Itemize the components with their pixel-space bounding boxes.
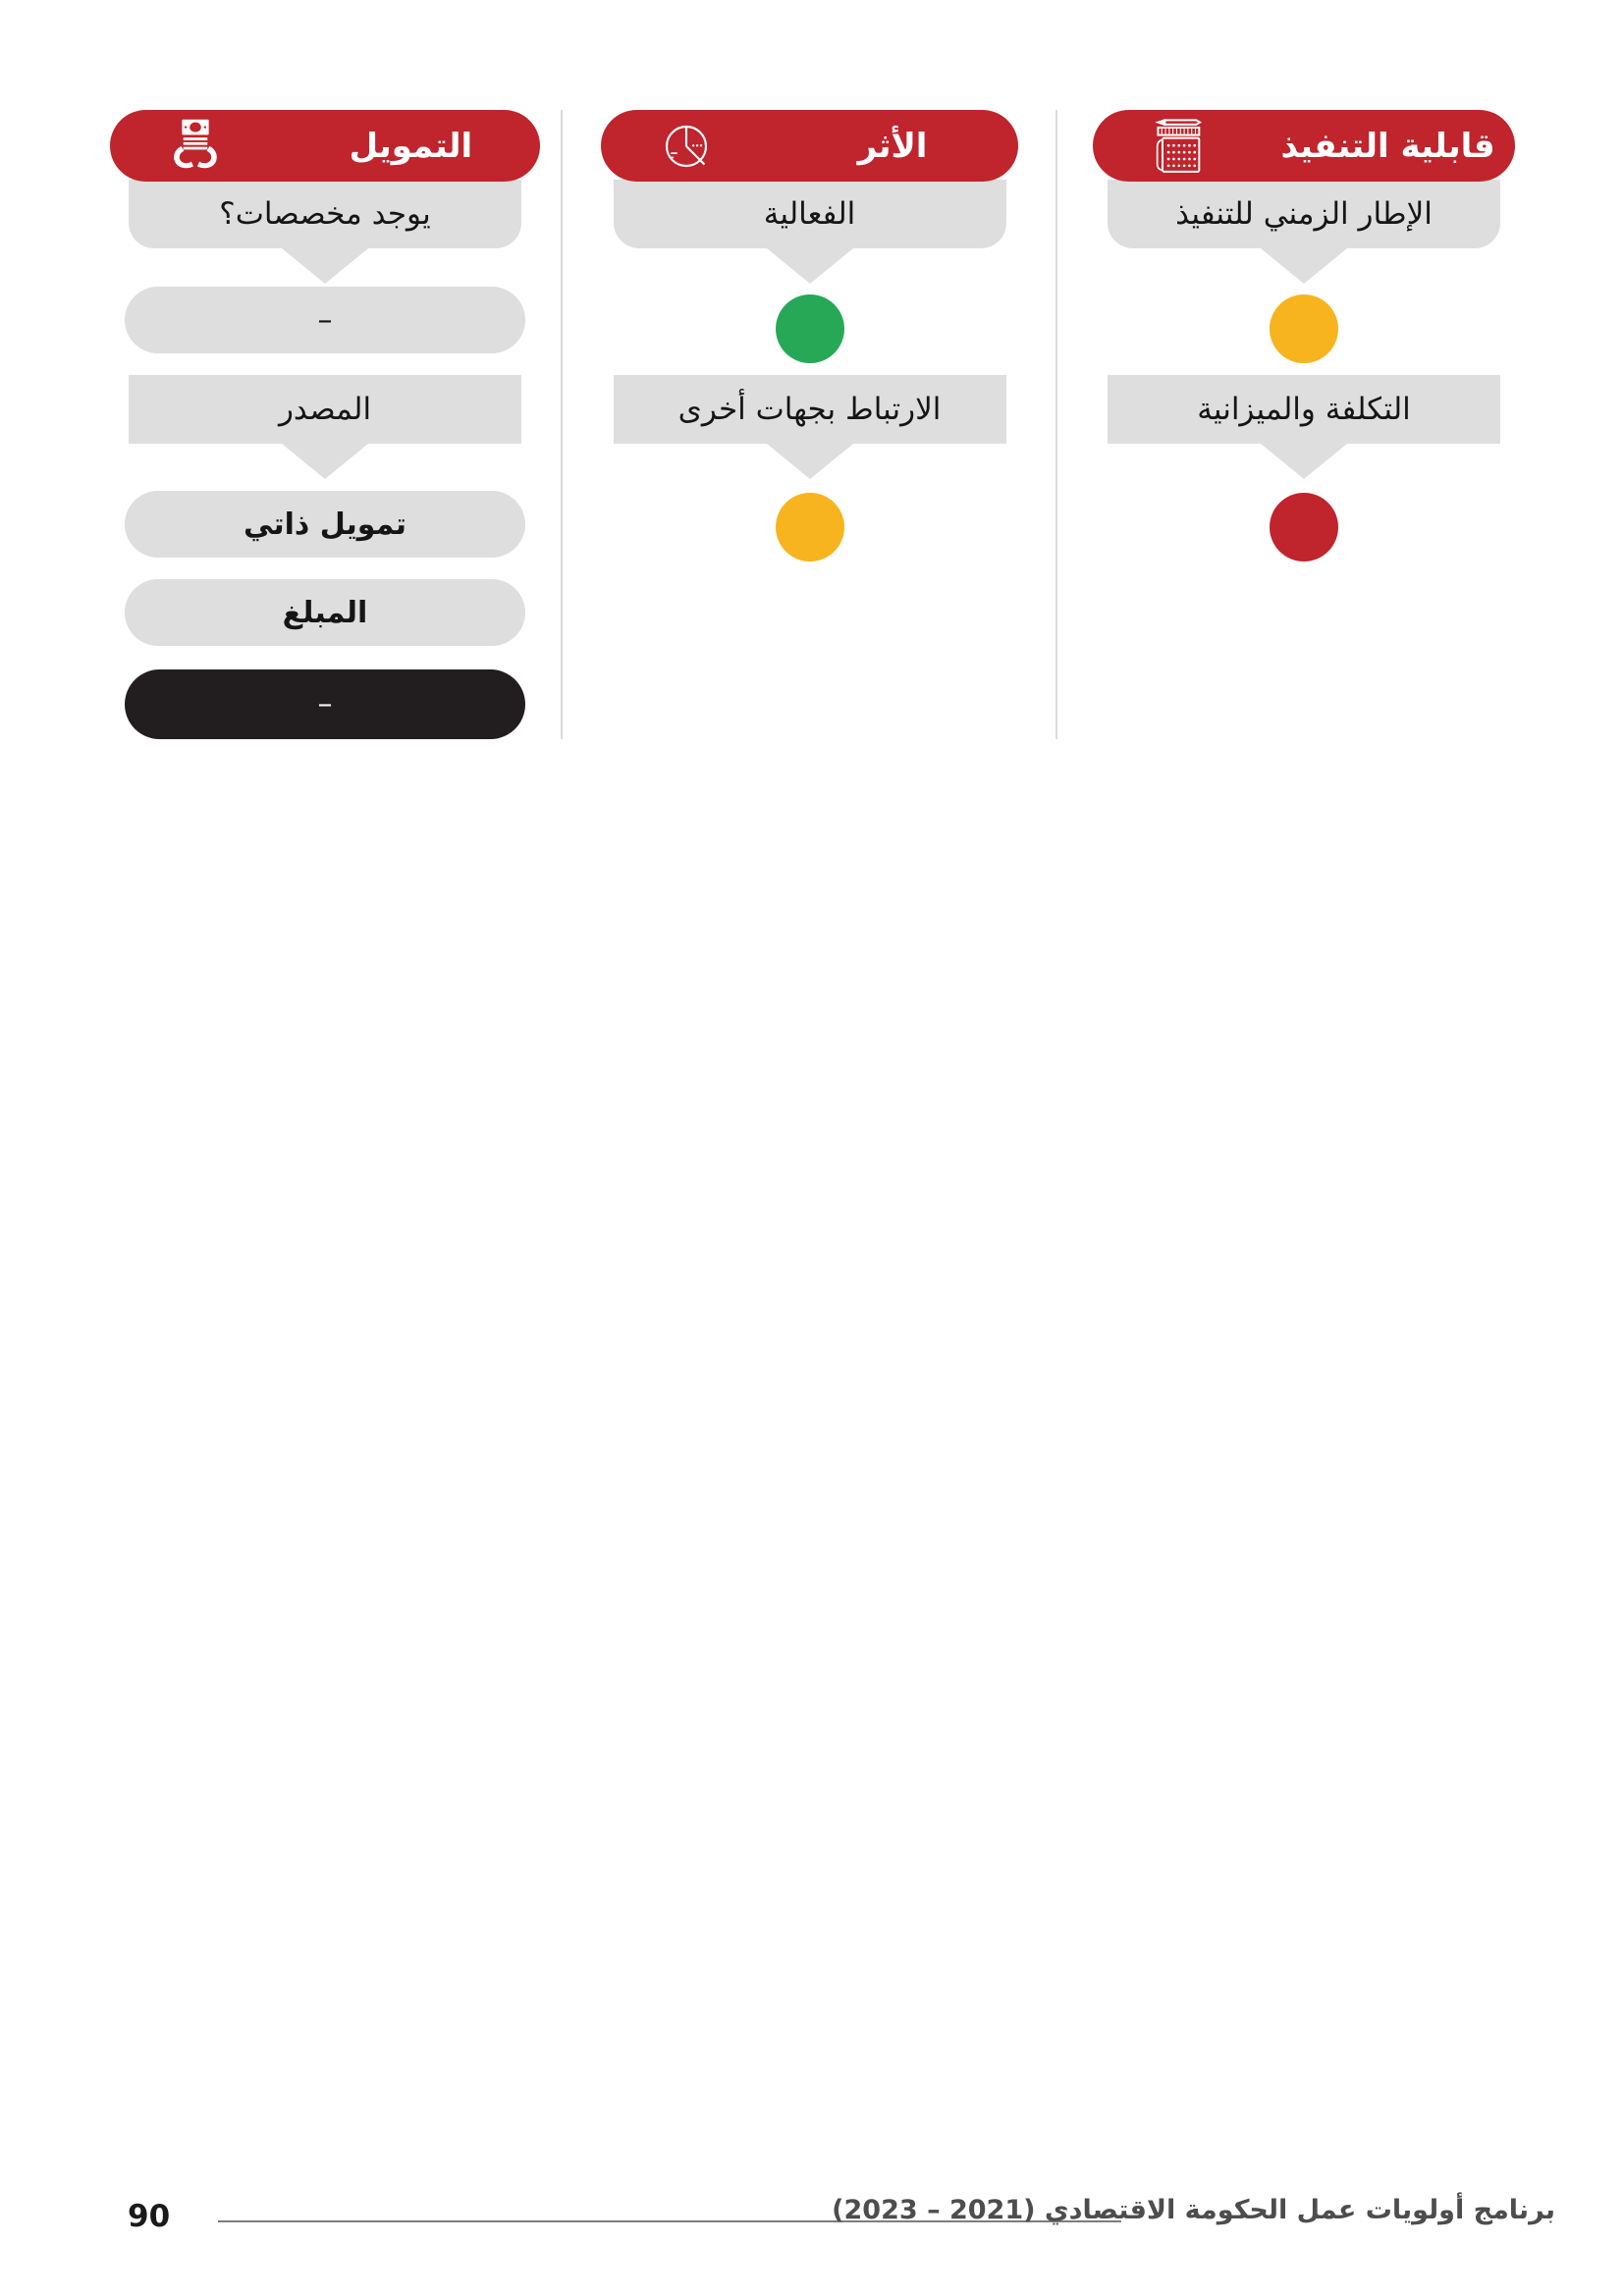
source-value: تمويل ذاتي — [244, 507, 406, 542]
cost-status-circle-red — [1270, 493, 1338, 561]
linkage-label: الارتباط بجهات أخرى — [677, 392, 942, 427]
bubble-tail — [282, 444, 368, 479]
column-impact — [601, 0, 1018, 785]
bubble-tail — [282, 248, 368, 284]
amount-label-pill — [125, 579, 525, 646]
linkage-label-bubble — [614, 375, 1006, 444]
source-label: المصدر — [278, 392, 372, 427]
column-feasibility — [1093, 0, 1515, 785]
effectiveness-label-bubble — [614, 180, 1006, 248]
allocations-question-label: يوجد مخصصات؟ — [219, 196, 431, 232]
allocations-answer-pill — [125, 287, 525, 353]
bubble-tail — [1261, 248, 1347, 284]
funding-title: التمويل — [349, 126, 473, 166]
effectiveness-label: الفعالية — [763, 196, 856, 232]
cost-label-bubble — [1108, 375, 1500, 444]
linkage-status-circle-yellow — [776, 493, 844, 561]
column-divider-right — [1056, 110, 1057, 739]
timeline-label: الإطار الزمني للتنفيذ — [1175, 196, 1433, 232]
bubble-tail — [1261, 444, 1347, 479]
column-funding — [110, 0, 540, 785]
impact-title: الأثر — [857, 126, 928, 166]
effectiveness-status-circle-green — [776, 294, 844, 363]
allocations-question-bubble — [129, 180, 521, 248]
footer-program-title: برنامج أولويات عمل الحكومة الاقتصادي (2021 – 2023) — [832, 2195, 1555, 2225]
page-number: 90 — [128, 2199, 171, 2234]
pie-chart-icon — [655, 115, 718, 178]
feasibility-header — [1093, 110, 1515, 182]
source-label-bubble — [129, 375, 521, 444]
bubble-tail — [767, 248, 853, 284]
source-value-pill — [125, 491, 525, 558]
amount-value-pill — [125, 669, 525, 739]
funding-header — [110, 110, 540, 182]
calendar-planner-icon — [1147, 115, 1210, 178]
hands-money-icon — [164, 115, 227, 178]
feasibility-title: قابلية التنفيذ — [1280, 126, 1495, 166]
amount-value: – — [317, 687, 333, 721]
cost-label: التكلفة والميزانية — [1197, 392, 1411, 427]
impact-header — [601, 110, 1018, 182]
allocations-answer-value: – — [317, 302, 333, 338]
timeline-label-bubble — [1108, 180, 1500, 248]
column-divider-left — [561, 110, 563, 739]
bubble-tail — [767, 444, 853, 479]
amount-label: المبلغ — [282, 595, 368, 630]
timeline-status-circle-yellow — [1270, 294, 1338, 363]
